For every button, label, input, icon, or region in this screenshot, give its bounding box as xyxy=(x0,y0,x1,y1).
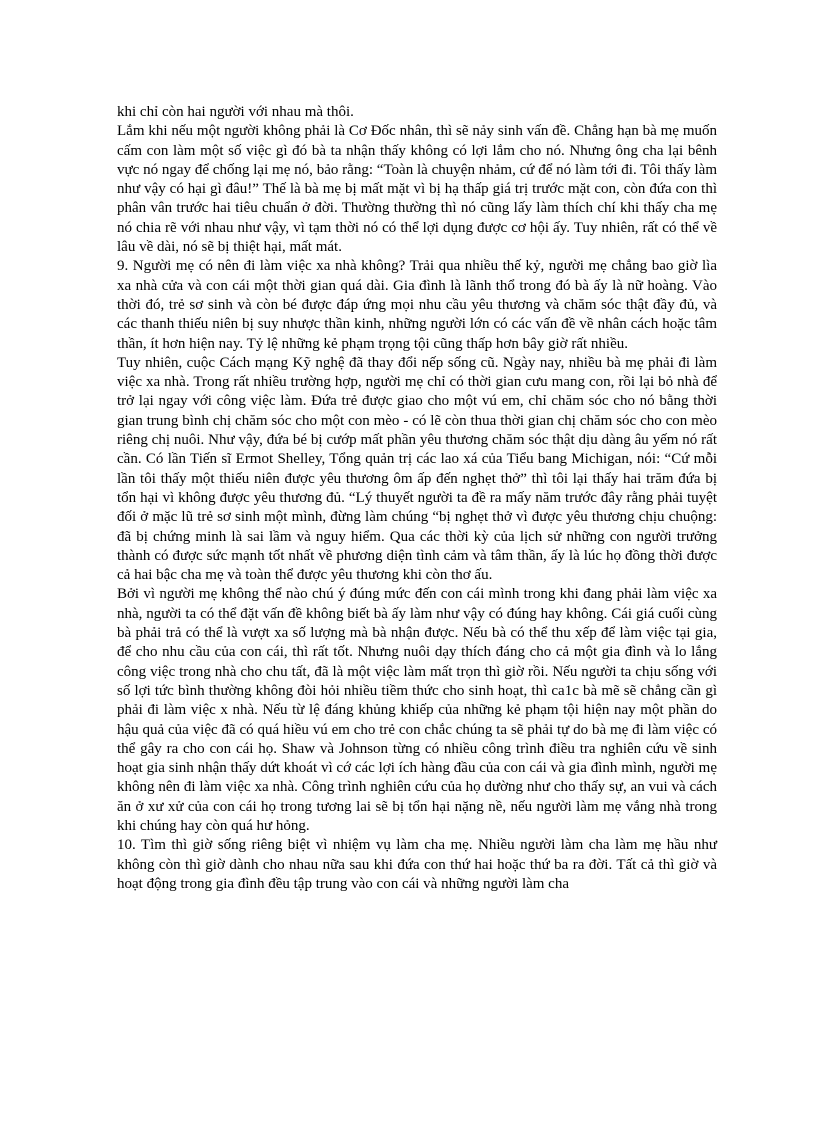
paragraph-section-9: 9. Người mẹ có nên đi làm việc xa nhà không? Trải qua nhiều thế kỷ, người mẹ chẳng bao giờ lìa xa nhà cửa và con cái một thời gian quá dài. Gia đình là lãnh thổ trong đó bà ấy là nữ hoàng. Vào thời đó, trẻ sơ sinh và còn bé được đáp ứng mọi nhu cầu yêu thương và chăm sóc thật đầy đủ, và các thanh thiếu niên bị suy nhược thần kinh, những người lớn có các vấn đề về nhân cách hoặc tâm thần, ít hơn hiện nay. Tỷ lệ những kẻ phạm trọng tội cũng thấp hơn bây giờ rất nhiều. xyxy=(117,258,717,352)
paragraph-working-mother: Bởi vì người mẹ không thể nào chú ý đúng mức đến con cái mình trong khi đang phải làm việc xa nhà, người ta có thể đặt vấn đề không biết bà ấy làm như vậy có đúng hay không. Cái giá cuối cùng bà phải trả có thể là vượt xa số lượng mà bà nhận được. Nếu bà có thể thu xếp để làm việc tại gia, để cho nhu cầu của con cái, thì rất tốt. Nhưng nuôi dạy thích đáng cho cả một gia đình và lo lắng công việc trong nhà cho chu tất, đã là một việc làm mất trọn thì giờ rồi. Nếu người ta chịu sống với số lợi tức bình thường không đòi hỏi nhiều tiềm thức cho sinh hoạt, thì ca1c bà mẽ sẽ chẳng cần gì phải đi làm việc x nhà. Nếu từ lệ đáng khủng khiếp của những kẻ phạm tội hiện nay một phần do hậu quả của việc đã có quá hiều vú em cho trẻ con chắc chúng ta sẽ phải tự do bà mẹ đi làm việc có thể gây ra cho con cái họ. Shaw và Johnson từng có nhiều công trình điều tra nghiên cứu về sinh hoạt gia sinh nhận thấy dứt khoát vì cớ các lợi ích hàng đầu của con cái và gia đình mình, người mẹ không nên đi làm việc xa nhà. Công trình nghiên cứu của họ dường như cho thấy sự, an vui và cách ăn ở xư xử của con cái họ trong tương lai sẽ bị tổn hại nặng nề, nếu người làm mẹ vắng nhà trong khi chúng hay còn quá hư hỏng. xyxy=(117,586,717,834)
document-page xyxy=(117,103,717,894)
paragraph-industrial-revolution: Tuy nhiên, cuộc Cách mạng Kỹ nghệ đã thay đổi nếp sống cũ. Ngày nay, nhiều bà mẹ phải đi làm việc xa nhà. Trong rất nhiều trường hợp, người mẹ chỉ có thời gian cưu mang con, rồi lại bỏ nhà để trở lại ngay với công việc làm. Đứa trẻ được giao cho một vú em, chỉ chăm sóc cho nó bằng thời gian trung bình chị chăm sóc cho một con mèo - có lẽ còn thua thời gian chị chăm sóc cho con mèo riêng chị nuôi. Như vậy, đứa bé bị cướp mất phần yêu thương chăm sóc thật dịu dàng âu yếm nó rất cần. Có lần Tiến sĩ Ermot Shelley, Tổng quản trị các lao xá của Tiểu bang Michigan, nói: “Cứ mỗi lần tôi thấy một thiếu niên được yêu thương ôm ấp đến nghẹt thở” thì tôi lại thấy hai trăm đứa bị tổn hại vì không được yêu thương đủ. “Lý thuyết người ta đề ra mấy năm trước đây rằng phải tuyệt đối ở mặc lũ trẻ sơ sinh một mình, đừng làm chúng “bị nghẹt thở vì được yêu thương chịu chuộng: đã bị chứng minh là sai lầm và nguy hiểm. Qua các thời kỳ của lịch sử những con người trưởng thành có được sức mạnh tốt nhất về phương diện tình cảm và tâm thần, ấy là lúc họ đồng thời được cả hai bậc cha mẹ và toàn thể được yêu thương khi còn thơ ấu. xyxy=(117,354,717,584)
paragraph-christian-parent: Lắm khi nếu một người không phải là Cơ Đốc nhân, thì sẽ nảy sinh vấn đề. Chẳng hạn bà mẹ muốn cấm con làm một số việc gì đó bà ta nhận thấy không có lợi lắm cho nó. Nhưng ông cha lại bênh vực nó ngay để chống lại mẹ nó, bảo rằng: “Toàn là chuyện nhảm, cứ để nó làm tới đi. Tôi thấy làm như vậy có hại gì đâu!” Thế là bà mẹ bị mất mặt vì bị hạ thấp giá trị trước mặt con, còn đứa con thì phân vân trước hai tiêu chuẩn ở đời. Thường thường thì nó cũng lấy làm thích chí khi thấy cha mẹ nó chia rẽ với nhau như vậy, vì tạm thời nó có thể lợi dụng được cơ hội ấy. Tuy nhiên, rất có thể về lâu về dài, nó sẽ bị thiệt hại, mất mát. xyxy=(117,123,717,256)
paragraph-section-10: 10. Tìm thì giờ sống riêng biệt vì nhiệm vụ làm cha mẹ. Nhiều người làm cha làm mẹ hầu như không còn thì giờ dành cho nhau nữa sau khi đứa con thứ hai hoặc thứ ba ra đời. Tất cả thì giờ và hoạt động trong gia đình đều tập trung vào con cái và những người làm cha xyxy=(117,837,717,892)
paragraph-intro-end: khi chỉ còn hai người với nhau mà thôi. xyxy=(117,104,354,120)
